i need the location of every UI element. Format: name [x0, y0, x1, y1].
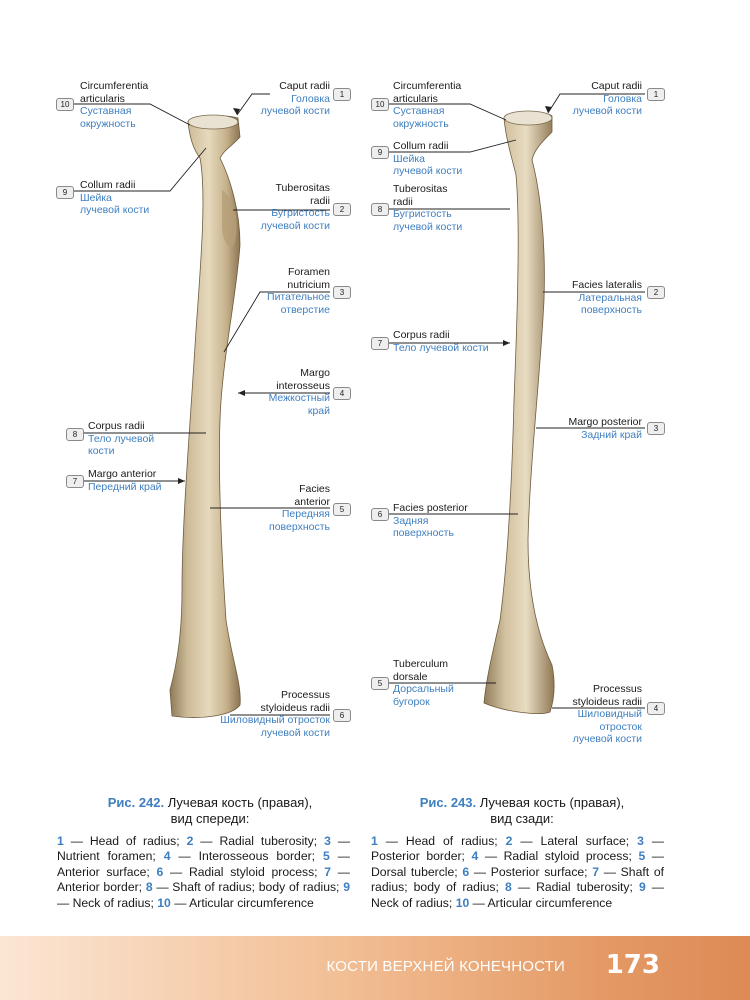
latin-term: Margo posterior [568, 416, 642, 428]
legend-term: Anterior border; [57, 880, 143, 895]
legend-number: 1 [57, 834, 64, 848]
label-lateral-surface [572, 279, 642, 317]
label-posterior-border [568, 416, 642, 441]
legend-number: 10 [157, 895, 171, 910]
label-number: 10 [371, 98, 389, 111]
legend-term: Shaft of radius; body of radius; [371, 864, 664, 895]
label-number: 6 [333, 709, 351, 722]
radius-posterior-view [484, 111, 554, 714]
legend-number: 3 [637, 834, 644, 848]
legend-243: 1 — Head of radius; 2 — Lateral surface; 3 — Posterior border; 4 — Radial styloid process; 5 — Dorsal tubercle; 6 — Posterior surface; 7 — Shaft of radius; body of radius; 8 — Radial tuberosity; 9 — Neck of radius; 10 — Articular circumference [371, 834, 665, 910]
label-neck-of-radius [393, 140, 462, 178]
latin-term: Caput radii [591, 80, 642, 92]
label-number: 4 [647, 702, 665, 715]
label-anterior-surface [269, 483, 330, 533]
latin-term: Collum radii [80, 179, 136, 191]
latin-term: Facies posterior [393, 502, 468, 514]
legend-number: 8 [504, 880, 512, 895]
legend-number: 2 [505, 834, 513, 848]
label-number: 5 [371, 677, 389, 690]
legend-number: 4 [471, 849, 479, 864]
legend-number: 9 [343, 880, 350, 895]
label-head-of-radius [261, 80, 330, 118]
russian-term: Передняя поверхность [269, 508, 330, 533]
label-dorsal-tubercle [393, 658, 454, 708]
section-title: КОСТИ ВЕРХНЕЙ КОНЕЧНОСТИ [326, 958, 565, 975]
label-head-of-radius [573, 80, 642, 118]
legend-term: Head of radius; [405, 834, 498, 848]
label-number: 2 [647, 286, 665, 299]
label-number: 3 [647, 422, 665, 435]
latin-term: Corpus radii [393, 329, 450, 341]
label-number: 8 [66, 428, 84, 441]
latin-term: Tuberositas radii [275, 182, 330, 207]
figure-number: Рис. 242. [107, 795, 165, 810]
arrowhead [238, 390, 245, 396]
legend-term: Neck of radius; [371, 895, 453, 910]
russian-term: Латеральная поверхность [578, 291, 642, 316]
legend-number: 8 [145, 880, 153, 895]
legend-number: 5 [323, 849, 330, 864]
legend-term: Articular circumference [487, 895, 613, 910]
legend-term: Nutrient foramen; [57, 849, 156, 864]
latin-term: Tuberculum dorsale [393, 658, 449, 683]
label-number: 1 [333, 88, 351, 101]
russian-term: Шиловидный отросток лучевой кости [220, 714, 330, 739]
label-number: 5 [333, 503, 351, 516]
russian-term: Задний край [581, 428, 642, 441]
arrowhead [178, 478, 185, 484]
label-radial-tuberosity [261, 182, 330, 232]
latin-term: Facies anterior [294, 483, 330, 508]
latin-term: Facies lateralis [571, 279, 642, 291]
label-articular-circumference [80, 80, 148, 130]
arrowhead [503, 340, 510, 346]
label-number: 3 [333, 286, 351, 299]
label-number: 9 [56, 186, 74, 199]
figure-caption-243 [372, 795, 672, 827]
label-number: 7 [371, 337, 389, 350]
arrowhead [545, 106, 552, 113]
latin-term: Processus styloideus radii [572, 683, 642, 708]
russian-term: Передний край [88, 480, 162, 493]
label-number: 8 [371, 203, 389, 216]
latin-term: Foramen nutricium [287, 266, 330, 291]
latin-term: Processus styloideus radii [260, 689, 330, 714]
russian-term: Головка лучевой кости [260, 92, 330, 117]
figure-caption-242 [60, 795, 360, 827]
russian-term: Межкостный край [268, 392, 330, 417]
russian-term: Шейка лучевой кости [80, 191, 150, 216]
latin-term: Margo interosseus [276, 367, 330, 392]
caption-text: Лучевая кость (правая), вид спереди: [167, 795, 313, 826]
legend-term: Articular circumference [189, 895, 314, 910]
label-number: 2 [333, 203, 351, 216]
latin-term: Corpus radii [88, 420, 145, 432]
figure-number: Рис. 243. [419, 795, 477, 810]
latin-term: Circumferentia articularis [393, 80, 462, 105]
legend-term: Radial styloid process; [503, 849, 632, 864]
label-number: 9 [371, 146, 389, 159]
russian-term: Задняя поверхность [393, 514, 454, 539]
legend-term: Dorsal tubercle; [371, 864, 458, 879]
legend-number: 10 [455, 895, 470, 910]
label-shaft-of-radius [393, 329, 489, 354]
russian-term: Бугристость лучевой кости [260, 207, 330, 232]
legend-term: Radial styloid process; [188, 864, 318, 879]
legend-number: 7 [324, 864, 332, 879]
label-shaft-of-radius [88, 420, 154, 458]
label-radial-styloid-process [220, 689, 330, 739]
radius-anterior-view [170, 115, 240, 718]
latin-term: Caput radii [279, 80, 330, 92]
label-number: 7 [66, 475, 84, 488]
legend-term: Neck of radius; [72, 895, 154, 910]
label-radial-tuberosity [393, 183, 462, 233]
legend-number: 2 [186, 834, 194, 848]
label-posterior-surface [393, 502, 468, 540]
russian-term: Питательное отверстие [267, 291, 330, 316]
label-number: 10 [56, 98, 74, 111]
legend-term: Radial tuberosity; [219, 834, 318, 848]
label-neck-of-radius [80, 179, 149, 217]
legend-number: 6 [156, 864, 164, 879]
latin-term: Circumferentia articularis [80, 80, 149, 105]
label-nutrient-foramen [267, 266, 330, 316]
russian-term: Суставная окружность [393, 105, 449, 130]
legend-number: 4 [163, 849, 171, 864]
russian-term: Шейка лучевой кости [393, 152, 463, 177]
caption-text: Лучевая кость (правая), вид сзади: [479, 795, 625, 826]
legend-term: Interosseous border; [198, 849, 316, 864]
russian-term: Бугристость лучевой кости [393, 208, 463, 233]
legend-term: Radial tuberosity; [536, 880, 633, 895]
russian-term: Шиловидный отросток лучевой кости [572, 708, 642, 745]
label-articular-circumference [393, 80, 461, 130]
legend-term: Lateral surface; [540, 834, 630, 848]
label-number: 6 [371, 508, 389, 521]
latin-term: Tuberositas radii [393, 183, 448, 208]
legend-number: 9 [638, 880, 646, 895]
russian-term: Суставная окружность [80, 105, 136, 130]
label-number: 1 [647, 88, 665, 101]
page-number: 173 [605, 950, 660, 980]
legend-term: Anterior surface; [57, 864, 150, 879]
label-anterior-border [88, 468, 162, 493]
legend-number: 3 [324, 834, 331, 848]
russian-term: Тело лучевой кости [88, 432, 155, 457]
latin-term: Margo anterior [88, 468, 157, 480]
legend-term: Posterior border; [371, 849, 465, 864]
label-interosseous-border [269, 367, 330, 417]
label-radial-styloid-process [573, 683, 642, 746]
legend-number: 1 [371, 834, 378, 848]
legend-term: Shaft of radius; body of radius; [172, 880, 340, 895]
russian-term: Головка лучевой кости [572, 92, 642, 117]
russian-term: Дорсальный бугорок [393, 683, 454, 708]
legend-number: 5 [638, 849, 646, 864]
legend-number: 6 [462, 864, 470, 879]
legend-242: 1 — Head of radius; 2 — Radial tuberosity; 3 — Nutrient foramen; 4 — Interosseous border; 5 — Anterior surface; 6 — Radial styloid process; 7 — Anterior border; 8 — Shaft of radius; body of radius; 9 — Neck of radius; 10 — Articular circumference [57, 834, 351, 910]
latin-term: Collum radii [393, 140, 449, 152]
label-number: 4 [333, 387, 351, 400]
legend-term: Head of radius; [89, 834, 180, 848]
russian-term: Тело лучевой кости [393, 341, 489, 354]
legend-number: 7 [592, 864, 600, 879]
legend-term: Posterior surface; [490, 864, 588, 879]
